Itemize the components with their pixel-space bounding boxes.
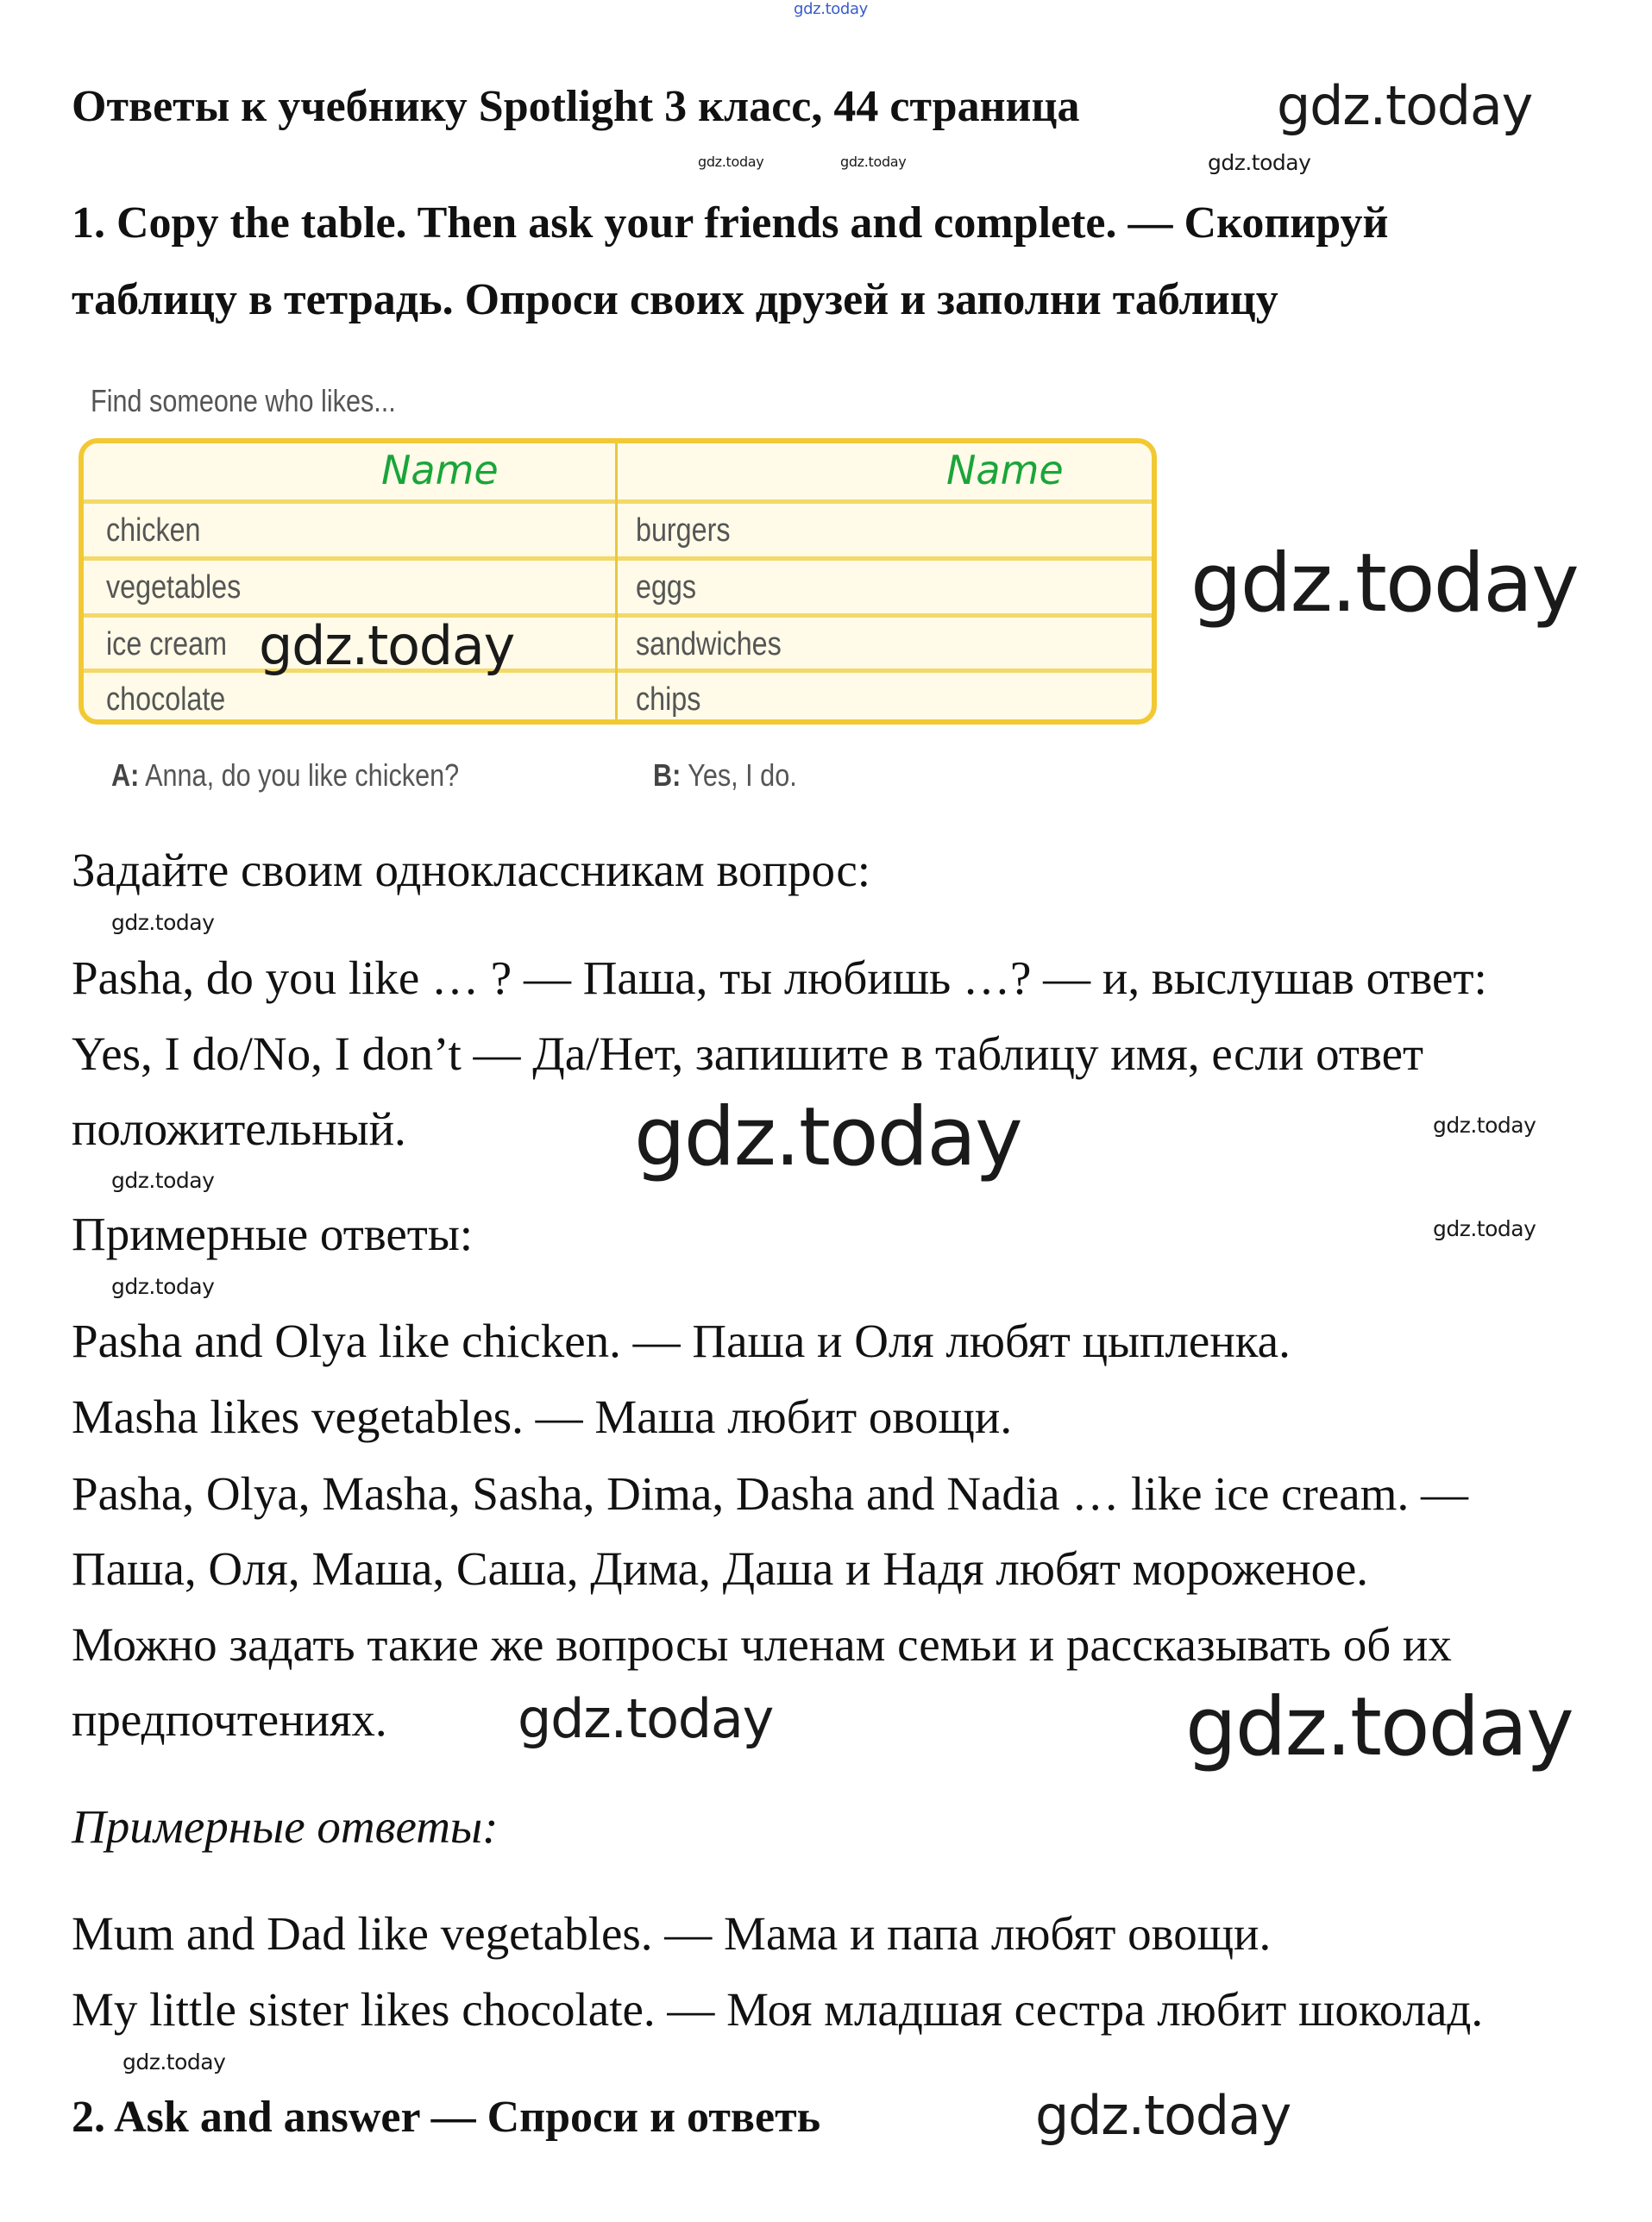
- dialog-b: [653, 757, 797, 794]
- watermark: gdz.today: [1208, 150, 1311, 175]
- watermark: gdz.today: [111, 1168, 215, 1193]
- likes-table: [79, 438, 1157, 725]
- answer-line: Pasha and Olya like chicken. — Паша и Оля любят цыпленка.: [72, 1315, 1291, 1367]
- header-name-right: Name: [946, 447, 1064, 493]
- table-row: [84, 561, 1152, 618]
- watermark: gdz.today: [794, 0, 868, 18]
- answer-line: предпочтениях.: [72, 1693, 387, 1746]
- task2-heading: 2. Ask and answer — Спроси и ответь: [72, 2093, 821, 2142]
- dialog-a-text: Anna, do you like chicken?: [145, 757, 460, 793]
- subheading: Примерные ответы:: [72, 1208, 474, 1260]
- table-row: [84, 673, 1152, 725]
- watermark: gdz.today: [840, 154, 907, 170]
- watermark: gdz.today: [1035, 2084, 1291, 2147]
- column-divider: [615, 443, 618, 719]
- cell-left: chocolate: [106, 681, 226, 718]
- cell-right: chips: [636, 681, 701, 718]
- task1-heading-line2: таблицу в тетрадь. Опроси своих друзей и заполни таблицу: [72, 275, 1278, 324]
- exercise-table-image: [73, 371, 1178, 802]
- cell-right: eggs: [636, 569, 697, 606]
- answer-line: Mum and Dad like vegetables. — Мама и папа любят овощи.: [72, 1907, 1272, 1960]
- cell-left: vegetables: [106, 569, 242, 606]
- watermark: gdz.today: [111, 1274, 215, 1299]
- watermark: gdz.today: [259, 614, 515, 677]
- watermark: gdz.today: [518, 1687, 774, 1750]
- table-header-row: [84, 443, 1152, 504]
- cell-left: chicken: [106, 512, 201, 549]
- watermark: gdz.today: [122, 2049, 226, 2074]
- dialog-a-label: A:: [111, 757, 140, 793]
- page-title: Ответы к учебнику Spotlight 3 класс, 44 страница: [72, 82, 1080, 131]
- watermark: gdz.today: [111, 910, 215, 935]
- cell-right: burgers: [636, 512, 731, 549]
- task1-heading-line1: 1. Copy the table. Then ask your friends and complete. — Скопируй: [72, 198, 1389, 248]
- paragraph-line: положительный.: [72, 1102, 406, 1155]
- watermark: gdz.today: [698, 154, 764, 170]
- cell-left: ice cream: [106, 626, 228, 662]
- answer-line: My little sister likes chocolate. — Моя младшая сестра любит шоколад.: [72, 1983, 1484, 2036]
- table-row: [84, 504, 1152, 561]
- watermark: gdz.today: [1433, 1216, 1536, 1241]
- dialog-b-text: Yes, I do.: [688, 757, 797, 793]
- table-caption: Find someone who likes...: [91, 383, 396, 418]
- watermark: gdz.today: [1190, 537, 1578, 631]
- paragraph-line: Pasha, do you like … ? — Паша, ты любишь …? — и, выслушав ответ:: [72, 951, 1487, 1004]
- paragraph: Задайте своим одноклассникам вопрос:: [72, 844, 871, 896]
- answer-line: Masha likes vegetables. — Маша любит овощи.: [72, 1390, 1013, 1443]
- paragraph-line: Yes, I do/No, I don’t — Да/Нет, запишите в таблицу имя, если ответ: [72, 1027, 1424, 1080]
- table-row: [84, 614, 1152, 677]
- header-name-left: Name: [381, 447, 499, 493]
- watermark: gdz.today: [1433, 1113, 1536, 1138]
- answer-line: Pasha, Olya, Masha, Sasha, Dima, Dasha and Nadia … like ice cream. —: [72, 1467, 1468, 1520]
- cell-right: sandwiches: [636, 626, 782, 662]
- watermark: gdz.today: [1277, 74, 1533, 137]
- watermark: gdz.today: [634, 1090, 1021, 1184]
- answer-line: Паша, Оля, Маша, Саша, Дима, Даша и Надя любят мороженое.: [72, 1542, 1368, 1595]
- subheading-italic: Примерные ответы:: [72, 1800, 499, 1853]
- dialog-b-label: B:: [653, 757, 682, 793]
- watermark: gdz.today: [1185, 1680, 1573, 1774]
- answer-line: Можно задать такие же вопросы членам семьи и рассказывать об их: [72, 1618, 1452, 1671]
- dialog-a: [111, 757, 459, 794]
